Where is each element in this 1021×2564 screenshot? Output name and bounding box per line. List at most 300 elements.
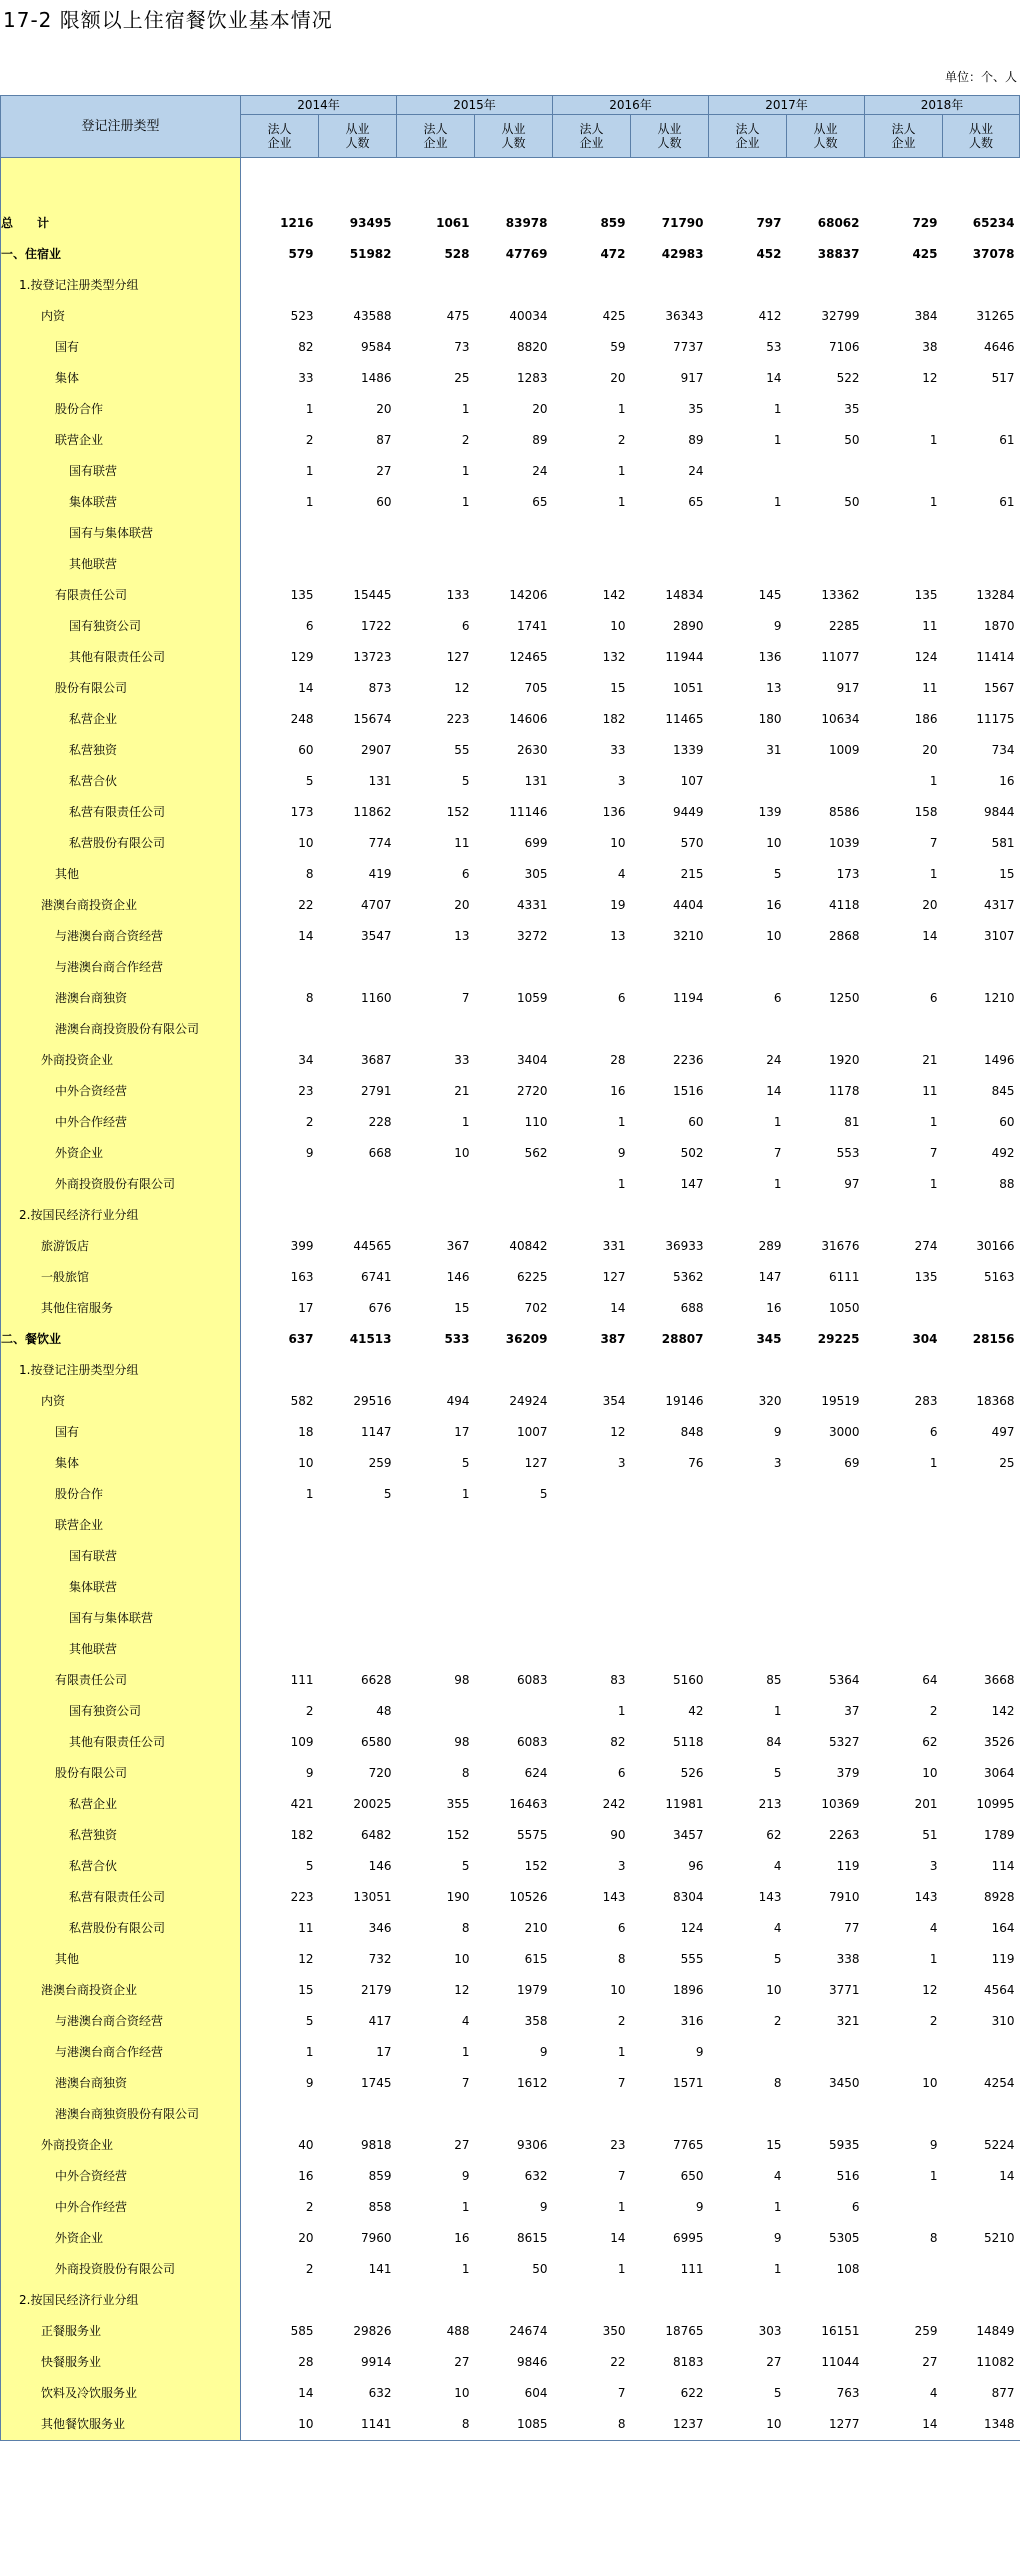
cell-legal-entities: 14: [865, 2409, 943, 2441]
cell-employees: 9818: [360, 2138, 392, 2152]
table-header: [1, 96, 1020, 158]
cell-employees: 210: [524, 1921, 548, 1935]
cell-employees: 917: [836, 681, 860, 695]
table-row: [1, 487, 1020, 518]
cell-legal-entities: 59: [610, 340, 626, 354]
table-row: [1, 270, 1020, 301]
cell-employees: [943, 1200, 1020, 1231]
cell-employees: 845: [991, 1084, 1015, 1098]
cell-legal-entities: 2: [305, 433, 314, 447]
cell-employees: 5327: [828, 1735, 860, 1749]
row-label: 其他联营: [1, 1634, 241, 1665]
cell-employees: [631, 518, 709, 549]
table-row: [1, 1758, 1020, 1789]
cell-employees: 1051: [672, 681, 704, 695]
cell-legal-entities: 1: [617, 1115, 626, 1129]
cell-employees: 18765: [665, 2324, 704, 2338]
cell-legal-entities: 14: [766, 1084, 782, 1098]
cell-employees: 35: [688, 402, 704, 416]
cell-legal-entities: [865, 1510, 943, 1541]
cell-legal-entities: 53: [766, 340, 782, 354]
cell-legal-entities: 34: [298, 1053, 314, 1067]
cell-legal-entities: 1: [929, 867, 938, 881]
cell-legal-entities: 6: [929, 991, 938, 1005]
cell-employees: 555: [680, 1952, 704, 1966]
cell-legal-entities: 142: [602, 588, 626, 602]
table-row: [1, 580, 1020, 611]
cell-employees: 1160: [360, 991, 392, 1005]
cell-legal-entities: 23: [610, 2138, 626, 2152]
cell-employees: 14606: [509, 712, 548, 726]
cell-legal-entities: 582: [290, 1394, 314, 1408]
cell-legal-entities: [709, 952, 787, 983]
cell-legal-entities: 15: [610, 681, 626, 695]
table-row: [1, 332, 1020, 363]
cell-employees: 19146: [665, 1394, 704, 1408]
cell-employees: 858: [368, 2200, 392, 2214]
cell-legal-entities: 163: [290, 1270, 314, 1284]
cell-employees: 38837: [817, 247, 860, 261]
cell-legal-entities: 38: [922, 340, 938, 354]
cell-employees: 4404: [672, 898, 704, 912]
cell-legal-entities: 1: [773, 495, 782, 509]
row-label: 股份合作: [1, 1479, 241, 1510]
cell-legal-entities: 12: [922, 1983, 938, 1997]
cell-legal-entities: 1: [617, 2045, 626, 2059]
row-label: 私营企业: [1, 704, 241, 735]
cell-legal-entities: 4: [461, 2014, 470, 2028]
cell-legal-entities: 9: [773, 1425, 782, 1439]
cell-employees: 1277: [787, 2409, 865, 2441]
cell-legal-entities: [241, 1200, 319, 1231]
cell-employees: 8183: [672, 2355, 704, 2369]
cell-employees: 173: [836, 867, 860, 881]
cell-legal-entities: [241, 2285, 319, 2316]
cell-employees: 5364: [828, 1673, 860, 1687]
row-label: 中外合作经营: [1, 1107, 241, 1138]
cell-legal-entities: 10: [610, 836, 626, 850]
cell-legal-entities: 1061: [436, 216, 470, 230]
cell-employees: 9: [539, 2045, 548, 2059]
cell-legal-entities: 1: [617, 402, 626, 416]
table-row: [1, 2316, 1020, 2347]
cell-legal-entities: 585: [290, 2324, 314, 2338]
row-label: 1.按登记注册类型分组: [1, 1355, 241, 1386]
cell-employees: [319, 1541, 397, 1572]
row-label: 1.按登记注册类型分组: [1, 270, 241, 301]
cell-legal-entities: 13: [454, 929, 470, 943]
cell-legal-entities: 24: [766, 1053, 782, 1067]
table-row: [1, 859, 1020, 890]
cell-legal-entities: 1: [773, 433, 782, 447]
cell-employees: 2285: [828, 619, 860, 633]
cell-legal-entities: 6: [305, 619, 314, 633]
cell-employees: 774: [368, 836, 392, 850]
cell-legal-entities: 28: [610, 1053, 626, 1067]
table-row: [1, 1138, 1020, 1169]
cell-legal-entities: 1: [461, 2045, 470, 2059]
cell-employees: 8820: [516, 340, 548, 354]
cell-employees: [631, 1014, 709, 1045]
cell-legal-entities: [241, 270, 319, 301]
cell-legal-entities: 10: [454, 1146, 470, 1160]
cell-employees: 492: [991, 1146, 1015, 1160]
cell-employees: 5224: [983, 2138, 1015, 2152]
cell-legal-entities: 19: [610, 898, 626, 912]
table-row: [1, 1541, 1020, 1572]
table-row: [1, 828, 1020, 859]
cell-employees: [631, 1572, 709, 1603]
cell-employees: 13284: [976, 588, 1015, 602]
cell-legal-entities: 367: [446, 1239, 470, 1253]
cell-legal-entities: 201: [914, 1797, 938, 1811]
cell-legal-entities: 143: [758, 1890, 782, 1904]
cell-employees: [475, 1169, 553, 1200]
cell-legal-entities: [709, 1603, 787, 1634]
cell-employees: 32799: [821, 309, 860, 323]
cell-employees: [787, 1603, 865, 1634]
cell-legal-entities: 186: [914, 712, 938, 726]
cell-employees: 10526: [509, 1890, 548, 1904]
cell-employees: 9584: [360, 340, 392, 354]
header-employees: 从业 人数: [475, 115, 553, 158]
cell-legal-entities: 21: [454, 1084, 470, 1098]
cell-employees: 6580: [360, 1735, 392, 1749]
cell-employees: 604: [524, 2386, 548, 2400]
header-legal-entities: 法人 企业: [553, 115, 631, 158]
cell-employees: [475, 2099, 553, 2130]
table-row: [1, 2068, 1020, 2099]
cell-employees: [943, 2285, 1020, 2316]
cell-legal-entities: 55: [454, 743, 470, 757]
cell-employees: 5575: [516, 1828, 548, 1842]
table-row: [1, 2223, 1020, 2254]
cell-employees: [475, 1634, 553, 1665]
cell-legal-entities: 1: [929, 774, 938, 788]
cell-legal-entities: [865, 1200, 943, 1231]
cell-legal-entities: [709, 2099, 787, 2130]
row-label: 国有: [1, 1417, 241, 1448]
cell-legal-entities: 10: [709, 2409, 787, 2441]
cell-employees: [475, 1696, 553, 1727]
header-year: 2014年: [241, 96, 397, 115]
cell-employees: [943, 270, 1020, 301]
cell-legal-entities: [709, 270, 787, 301]
cell-employees: 650: [680, 2169, 704, 2183]
cell-employees: 316: [680, 2014, 704, 2028]
cell-legal-entities: 109: [290, 1735, 314, 1749]
table-row: [1, 2347, 1020, 2378]
cell-legal-entities: 9: [461, 2169, 470, 2183]
cell-employees: [787, 2285, 865, 2316]
cell-legal-entities: 4: [617, 867, 626, 881]
cell-employees: 60: [999, 1115, 1015, 1129]
cell-legal-entities: [865, 2037, 943, 2068]
cell-legal-entities: 289: [758, 1239, 782, 1253]
cell-legal-entities: 17: [454, 1425, 470, 1439]
cell-legal-entities: 475: [446, 309, 470, 323]
cell-legal-entities: 5: [305, 1859, 314, 1873]
cell-legal-entities: 1: [305, 495, 314, 509]
row-label: 旅游饭店: [1, 1231, 241, 1262]
cell-employees: 16: [999, 774, 1015, 788]
cell-legal-entities: [397, 549, 475, 580]
cell-employees: 89: [688, 433, 704, 447]
cell-legal-entities: 223: [290, 1890, 314, 1904]
cell-legal-entities: [865, 2254, 943, 2285]
row-label: 私营独资: [1, 735, 241, 766]
cell-legal-entities: 1: [617, 2200, 626, 2214]
cell-legal-entities: [865, 1572, 943, 1603]
row-label: 联营企业: [1, 1510, 241, 1541]
cell-legal-entities: 10: [610, 1983, 626, 1997]
table-row: [1, 456, 1020, 487]
cell-employees: 5935: [828, 2138, 860, 2152]
table-row: [1, 1727, 1020, 1758]
cell-employees: [787, 952, 865, 983]
cell-legal-entities: 4: [773, 2169, 782, 2183]
cell-employees: 93495: [349, 216, 392, 230]
cell-legal-entities: 6: [929, 1425, 938, 1439]
cell-employees: [943, 394, 1020, 425]
cell-employees: 632: [524, 2169, 548, 2183]
cell-employees: 338: [836, 1952, 860, 1966]
cell-legal-entities: 2: [773, 2014, 782, 2028]
cell-legal-entities: [709, 1634, 787, 1665]
table-row: [1, 2161, 1020, 2192]
cell-legal-entities: [553, 952, 631, 983]
header-registration-type: 登记注册类型: [1, 96, 241, 158]
cell-legal-entities: 859: [600, 216, 626, 230]
row-label: 集体联营: [1, 1572, 241, 1603]
cell-legal-entities: 17: [298, 1301, 314, 1315]
cell-legal-entities: 27: [454, 2355, 470, 2369]
cell-employees: 1007: [516, 1425, 548, 1439]
cell-employees: [319, 518, 397, 549]
cell-employees: 8615: [516, 2231, 548, 2245]
cell-employees: 1085: [475, 2409, 553, 2441]
cell-legal-entities: 452: [756, 247, 782, 261]
cell-employees: [943, 1541, 1020, 1572]
cell-employees: 848: [680, 1425, 704, 1439]
row-label: 正餐服务业: [1, 2316, 241, 2347]
row-label: 国有联营: [1, 1541, 241, 1572]
row-label: 其他: [1, 859, 241, 890]
cell-employees: 2890: [672, 619, 704, 633]
row-label: 外商投资企业: [1, 1045, 241, 1076]
cell-legal-entities: 5: [773, 867, 782, 881]
cell-employees: 164: [991, 1921, 1015, 1935]
cell-legal-entities: 12: [454, 1983, 470, 1997]
cell-legal-entities: 190: [446, 1890, 470, 1904]
cell-legal-entities: 387: [600, 1332, 626, 1346]
cell-employees: 917: [680, 371, 704, 385]
cell-employees: 141: [368, 2262, 392, 2276]
cell-employees: 1789: [983, 1828, 1015, 1842]
cell-legal-entities: [553, 1510, 631, 1541]
cell-employees: 668: [368, 1146, 392, 1160]
cell-legal-entities: 14: [610, 1301, 626, 1315]
cell-employees: 40842: [509, 1239, 548, 1253]
cell-employees: 1612: [516, 2076, 548, 2090]
cell-legal-entities: 6: [617, 991, 626, 1005]
cell-employees: 11862: [353, 805, 392, 819]
header-year: 2015年: [397, 96, 553, 115]
cell-employees: 10634: [821, 712, 860, 726]
header-employees: 从业 人数: [943, 115, 1020, 158]
cell-legal-entities: [397, 1014, 475, 1045]
cell-employees: 624: [524, 1766, 548, 1780]
cell-legal-entities: 1: [305, 2045, 314, 2059]
cell-legal-entities: 5: [305, 2014, 314, 2028]
cell-legal-entities: 14: [766, 371, 782, 385]
row-label: 外资企业: [1, 1138, 241, 1169]
cell-legal-entities: [865, 2099, 943, 2130]
cell-legal-entities: 9: [773, 2231, 782, 2245]
cell-employees: 526: [680, 1766, 704, 1780]
cell-employees: 6111: [828, 1270, 860, 1284]
cell-legal-entities: 60: [298, 743, 314, 757]
cell-legal-entities: [397, 1634, 475, 1665]
cell-employees: 25: [999, 1456, 1015, 1470]
cell-employees: 11077: [821, 650, 860, 664]
cell-legal-entities: 5: [305, 774, 314, 788]
cell-legal-entities: 1: [461, 464, 470, 478]
cell-employees: 8586: [828, 805, 860, 819]
cell-employees: 107: [680, 774, 704, 788]
cell-legal-entities: [709, 1572, 787, 1603]
row-label: 国有与集体联营: [1, 518, 241, 549]
cell-legal-entities: 5: [461, 1859, 470, 1873]
cell-employees: [787, 1510, 865, 1541]
cell-legal-entities: 304: [912, 1332, 938, 1346]
cell-legal-entities: 5: [773, 1766, 782, 1780]
cell-legal-entities: 8: [773, 2076, 782, 2090]
cell-employees: 2263: [828, 1828, 860, 1842]
table-row: [1, 301, 1020, 332]
cell-employees: 305: [524, 867, 548, 881]
cell-employees: 119: [991, 1952, 1015, 1966]
table-row: [1, 1324, 1020, 1355]
cell-employees: [943, 1479, 1020, 1510]
cell-legal-entities: 523: [290, 309, 314, 323]
cell-employees: [943, 456, 1020, 487]
cell-employees: [631, 1541, 709, 1572]
cell-legal-entities: 15: [766, 2138, 782, 2152]
cell-legal-entities: 129: [290, 650, 314, 664]
cell-legal-entities: 9: [617, 1146, 626, 1160]
cell-employees: 37078: [972, 247, 1015, 261]
row-label: 私营股份有限公司: [1, 828, 241, 859]
cell-legal-entities: 22: [298, 898, 314, 912]
cell-legal-entities: 8: [461, 1766, 470, 1780]
cell-legal-entities: 579: [288, 247, 314, 261]
table-row: [1, 518, 1020, 549]
cell-employees: [631, 1603, 709, 1634]
table-row: [1, 1169, 1020, 1200]
cell-legal-entities: [553, 1603, 631, 1634]
cell-legal-entities: 8: [929, 2231, 938, 2245]
cell-legal-entities: [553, 1200, 631, 1231]
cell-legal-entities: 259: [914, 2324, 938, 2338]
cell-employees: 111: [680, 2262, 704, 2276]
cell-legal-entities: 7: [617, 2386, 626, 2400]
cell-employees: 11175: [976, 712, 1015, 726]
cell-employees: [319, 1014, 397, 1045]
cell-employees: 9449: [672, 805, 704, 819]
cell-employees: 89: [532, 433, 548, 447]
cell-legal-entities: 173: [290, 805, 314, 819]
cell-legal-entities: 143: [914, 1890, 938, 1904]
cell-legal-entities: [553, 1479, 631, 1510]
cell-employees: [787, 2037, 865, 2068]
cell-legal-entities: 10: [454, 2386, 470, 2400]
table-row: [1, 1696, 1020, 1727]
cell-legal-entities: 13: [766, 681, 782, 695]
cell-employees: [787, 549, 865, 580]
cell-employees: [475, 2285, 553, 2316]
table-row: [1, 673, 1020, 704]
table-row: [1, 425, 1020, 456]
header-legal-entities: 法人 企业: [709, 115, 787, 158]
row-label: 快餐服务业: [1, 2347, 241, 2378]
cell-legal-entities: 354: [602, 1394, 626, 1408]
cell-legal-entities: 3: [617, 774, 626, 788]
cell-legal-entities: 7: [461, 2076, 470, 2090]
table-row: [1, 1200, 1020, 1231]
cell-employees: 71790: [661, 216, 704, 230]
table-row: [1, 2409, 1020, 2441]
row-label: 外商投资股份有限公司: [1, 1169, 241, 1200]
cell-employees: 11981: [665, 1797, 704, 1811]
table-row: [1, 2285, 1020, 2316]
cell-employees: [943, 518, 1020, 549]
cell-employees: 14206: [509, 588, 548, 602]
cell-employees: 3272: [516, 929, 548, 943]
table-row: [1, 1355, 1020, 1386]
cell-employees: 6628: [360, 1673, 392, 1687]
cell-legal-entities: [397, 1200, 475, 1231]
cell-employees: 15445: [353, 588, 392, 602]
cell-legal-entities: 10: [610, 619, 626, 633]
cell-legal-entities: 14: [922, 929, 938, 943]
cell-legal-entities: [241, 1014, 319, 1045]
cell-legal-entities: 2: [929, 2014, 938, 2028]
cell-legal-entities: [865, 1355, 943, 1386]
cell-employees: 11082: [976, 2355, 1015, 2369]
cell-legal-entities: 21: [922, 1053, 938, 1067]
cell-employees: 7106: [828, 340, 860, 354]
cell-legal-entities: 20: [298, 2231, 314, 2245]
cell-legal-entities: 5: [461, 1456, 470, 1470]
table-row: [1, 1231, 1020, 1262]
cell-employees: 1194: [672, 991, 704, 1005]
table-row: [1, 1603, 1020, 1634]
cell-legal-entities: 84: [766, 1735, 782, 1749]
cell-employees: 16151: [821, 2324, 860, 2338]
cell-legal-entities: 1: [461, 1487, 470, 1501]
cell-legal-entities: 90: [610, 1828, 626, 1842]
cell-employees: 1147: [360, 1425, 392, 1439]
cell-legal-entities: 146: [446, 1270, 470, 1284]
cell-legal-entities: 15: [454, 1301, 470, 1315]
cell-employees: 1741: [516, 619, 548, 633]
cell-employees: [319, 952, 397, 983]
cell-legal-entities: 7: [929, 836, 938, 850]
row-label: 外商投资企业: [1, 2130, 241, 2161]
cell-employees: [475, 1355, 553, 1386]
cell-legal-entities: 152: [446, 1828, 470, 1842]
